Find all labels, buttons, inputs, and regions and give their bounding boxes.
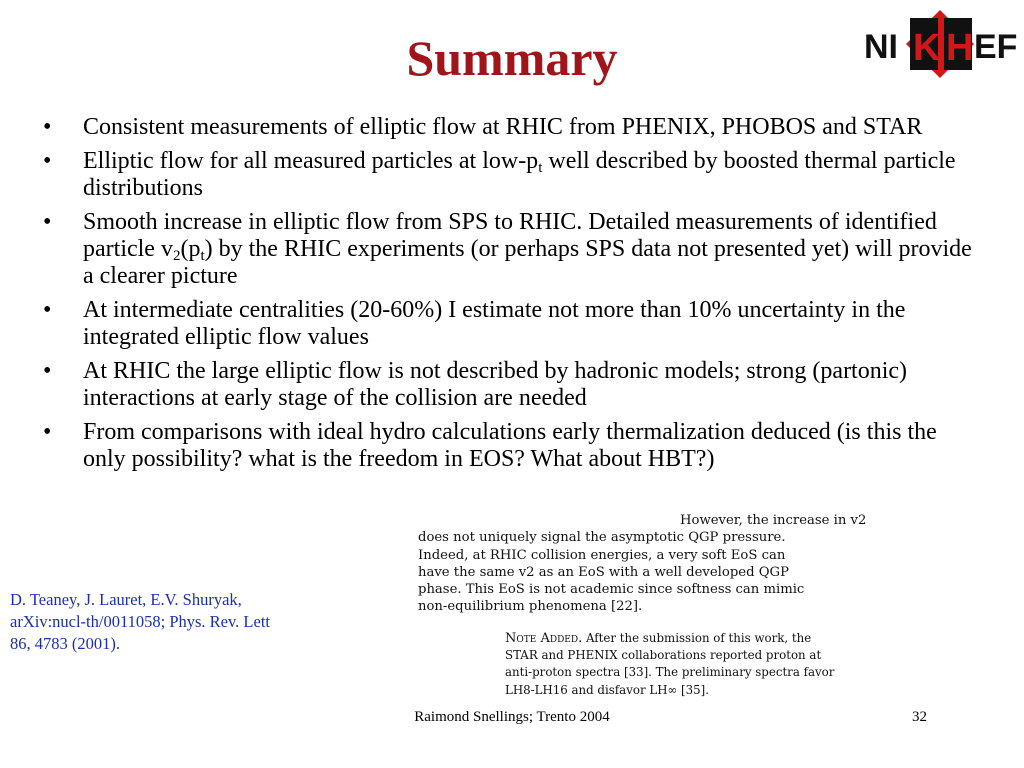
bullet-marker: •	[43, 297, 52, 323]
note-label: Note Added.	[505, 630, 583, 646]
page-number: 32	[912, 709, 927, 725]
bullet-text: Consistent measurements of elliptic flow at RHIC from PHENIX, PHOBOS and STAR	[83, 114, 923, 140]
nikhef-logo-graphic	[858, 8, 1018, 80]
reference-line: 86, 4783 (2001).	[10, 634, 120, 653]
svg-text:H: H	[946, 27, 974, 69]
bullet-text-end: ) by the RHIC experiments (or perhaps SPS data not presented yet) will provide a clearer picture	[83, 236, 972, 289]
svg-text:NI: NI	[864, 28, 898, 66]
svg-text:K: K	[913, 27, 941, 69]
svg-text:EF: EF	[974, 28, 1018, 66]
bullet-item	[43, 209, 983, 290]
subscript: 2	[172, 248, 181, 264]
slide-title: Summary	[406, 30, 618, 86]
bullet-text: At intermediate centralities (20-60%) I estimate not more than 10% uncertainty in the integrated elliptic flow values	[83, 297, 906, 350]
bullet-item	[43, 114, 983, 141]
bullet-marker: •	[43, 209, 52, 235]
reference-citation	[10, 589, 340, 655]
bullet-item	[43, 358, 983, 412]
bullet-marker: •	[43, 114, 52, 140]
bullet-text-start: Elliptic flow for all measured particles at low-p	[83, 148, 539, 174]
nikhef-logo	[858, 8, 1018, 80]
slide-footer: Raimond Snellings; Trento 2004	[414, 709, 610, 725]
excerpt-note	[505, 630, 918, 699]
bullet-marker: •	[43, 148, 52, 174]
paper-excerpt	[418, 512, 918, 699]
excerpt-paragraph: However, the increase in v2 does not uniquely signal the asymptotic QGP pressure. Indeed, at RHIC collision energies, a very soft EoS can have the same v2 as an EoS with a well developed QGP phase. This EoS is not academic since softness can mimic non-equilibrium phenomena [22].	[418, 513, 867, 615]
bullet-text-start: Smooth increase in elliptic flow from SPS to RHIC. Detailed measurements of identified particle v	[83, 209, 937, 262]
bullet-item	[43, 297, 983, 351]
summary-bullet-list	[43, 114, 983, 480]
bullet-item	[43, 419, 983, 473]
subscript: t	[200, 248, 205, 264]
reference-line: arXiv:nucl-th/0011058; Phys. Rev. Lett	[10, 612, 270, 631]
subscript: t	[538, 160, 543, 176]
bullet-text: At RHIC the large elliptic flow is not described by hadronic models; strong (partonic) interactions at early stage of the collision are needed	[83, 358, 908, 411]
bullet-text: From comparisons with ideal hydro calculations early thermalization deduced (is this the only possibility? what is the freedom in EOS? What about HBT?)	[83, 419, 937, 472]
bullet-marker: •	[43, 419, 52, 445]
bullet-text-middle: (p	[180, 236, 201, 262]
reference-line: D. Teaney, J. Lauret, E.V. Shuryak,	[10, 590, 242, 609]
bullet-item	[43, 148, 983, 202]
note-text: After the submission of this work, the STAR and PHENIX collaborations reported proton at anti-proton spectra [33]. The preliminary spectra favor LH8-LH16 and disfavor LH∞ [35].	[505, 630, 835, 697]
bullet-text-end: well described by boosted thermal particle distributions	[83, 148, 956, 201]
bullet-marker: •	[43, 358, 52, 384]
